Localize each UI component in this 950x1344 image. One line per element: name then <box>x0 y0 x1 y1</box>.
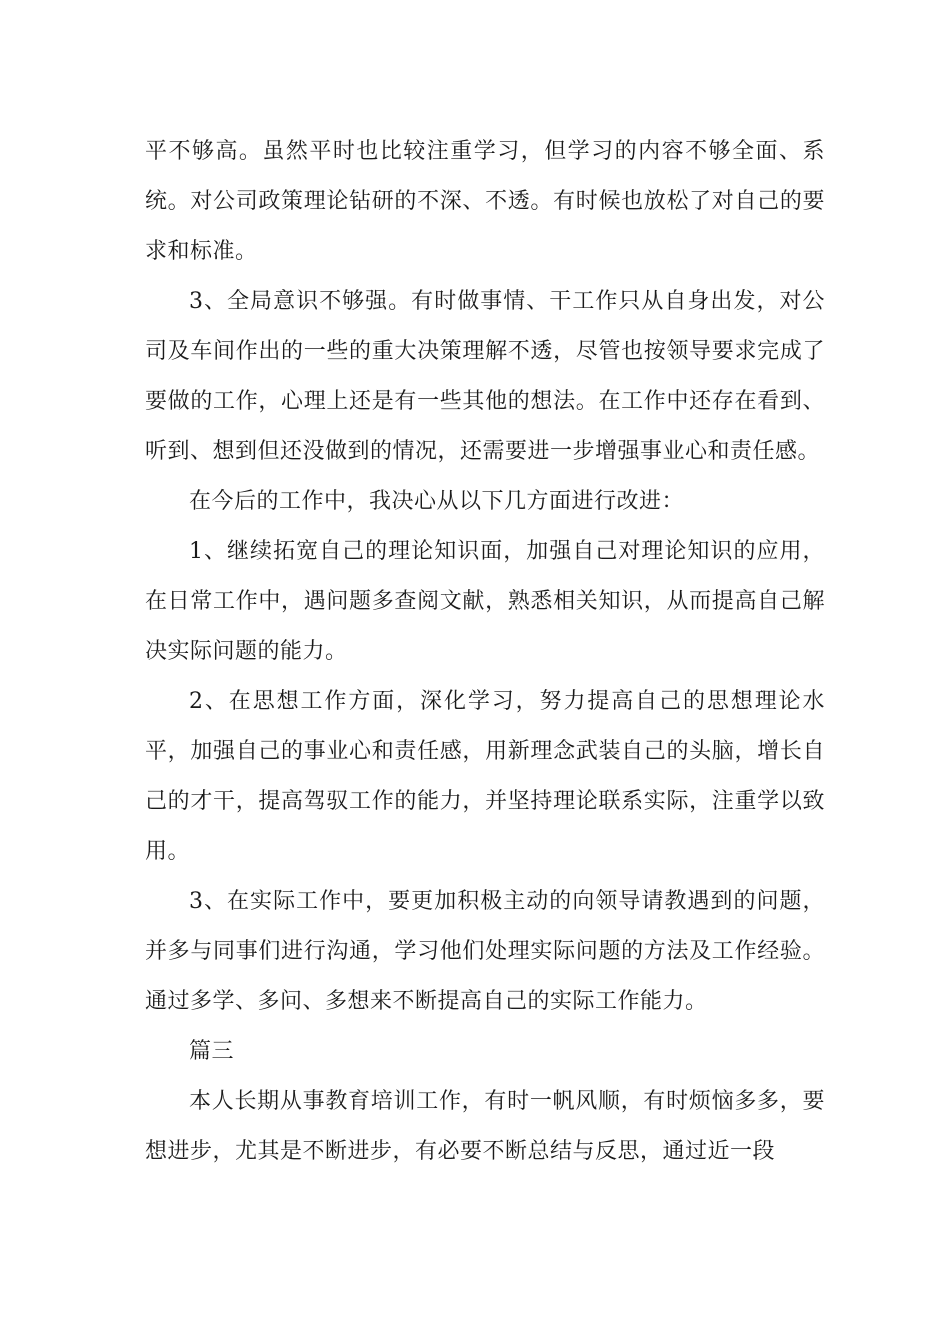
paragraph-improvement-2: 2、在思想工作方面，深化学习，努力提高自己的思想理论水平，加强自己的事业心和责任感，用新理念武装自己的头脑，增长自己的才干，提高驾驭工作的能力，并坚持理论联系实际，注重学以致用。 <box>145 689 825 864</box>
paragraph-improvement-3: 3、在实际工作中，要更加积极主动的向领导请教遇到的问题，并多与同事们进行沟通，学习他们处理实际问题的方法及工作经验。通过多学、多问、多想来不断提高自己的实际工作能力。 <box>145 889 825 1014</box>
paragraph-continuation: 平不够高。虽然平时也比较注重学习，但学习的内容不够全面、系统。对公司政策理论钻研的不深、不透。有时候也放松了对自己的要求和标准。 <box>145 139 825 264</box>
paragraph-part-three-intro: 本人长期从事教育培训工作，有时一帆风顺，有时烦恼多多，要想进步，尤其是不断进步，有必要不断总结与反思，通过近一段 <box>145 1089 825 1164</box>
document-body <box>145 127 825 1177</box>
section-heading-part-three: 篇三 <box>189 1039 235 1064</box>
paragraph-global-awareness: 3、全局意识不够强。有时做事情、干工作只从自身出发，对公司及车间作出的一些的重大决策理解不透，尽管也按领导要求完成了要做的工作，心理上还是有一些其他的想法。在工作中还存在看到、听到、想到但还没做到的情况，还需要进一步增强事业心和责任感。 <box>145 289 825 464</box>
paragraph-improvement-intro: 在今后的工作中，我决心从以下几方面进行改进： <box>189 489 685 514</box>
paragraph-improvement-1: 1、继续拓宽自己的理论知识面，加强自己对理论知识的应用，在日常工作中，遇问题多查阅文献，熟悉相关知识，从而提高自己解决实际问题的能力。 <box>145 539 825 664</box>
